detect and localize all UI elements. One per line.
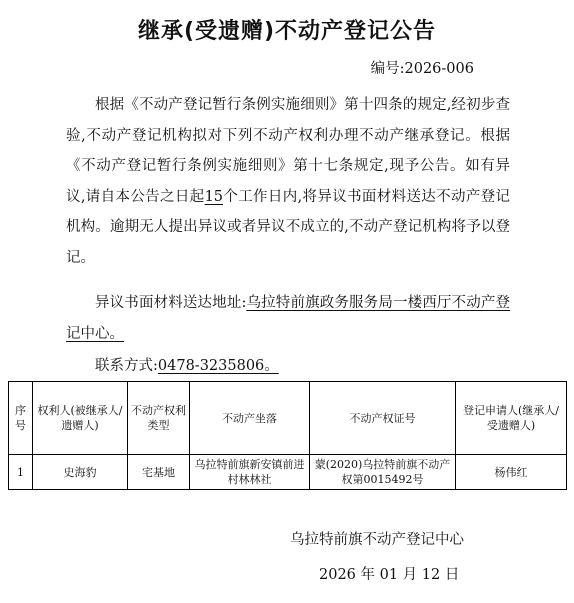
cell-seq: 1 [9, 455, 33, 490]
cell-certificate: 蒙(2020)乌拉特前旗不动产权第0015492号 [310, 455, 456, 490]
issue-date: 2026 年 01 月 12 日 [319, 567, 460, 583]
header-owner: 权利人(被继承人/遗赠人) [33, 382, 128, 455]
header-certificate: 不动产权证号 [310, 382, 456, 455]
cell-location: 乌拉特前旗新安镇前进村林林社 [190, 455, 310, 490]
objection-address-paragraph [66, 288, 510, 349]
property-table [8, 381, 567, 490]
notice-title: 继承(受遗赠)不动产登记公告 [137, 19, 437, 44]
table-header-row [9, 382, 567, 455]
body-text-part2: 个工作日内,将异议书面材料送达不动产登记机构。逾期无人提出异议或者异议不成立的,不动产登记机构将予以登记。 [66, 188, 511, 266]
table-row [9, 455, 567, 490]
contact-phone: 0478-3235806。 [157, 358, 279, 374]
header-right-type: 不动产权利类型 [128, 382, 190, 455]
cell-right-type: 宅基地 [128, 455, 190, 490]
header-applicant: 登记申请人(继承人/受遗赠人) [456, 382, 567, 455]
issuing-authority: 乌拉特前旗不动产登记中心 [290, 532, 464, 548]
contact-label: 联系方式: [95, 358, 158, 374]
body-text-part1: 根据《不动产登记暂行条例实施细则》第十四条的规定,经初步查验,不动产登记机构拟对下列不动产权利办理不动产继承登记。根据《不动产登记暂行条例实施细则》第十七条规定,现予公告。如有异议,请自本公告之日起 [66, 97, 510, 205]
cell-owner: 史海豹 [33, 455, 128, 490]
address-value: 乌拉特前旗政务服务局一楼西厅不动产登记中心。 [66, 295, 510, 342]
notice-body-paragraph [66, 90, 510, 273]
header-location: 不动产坐落 [190, 382, 310, 455]
objection-days: 15 [204, 188, 224, 205]
header-seq: 序号 [9, 382, 33, 455]
contact-line [95, 354, 279, 375]
document-number: 编号:2026-006 [370, 61, 474, 77]
address-label: 异议书面材料送达地址: [95, 295, 247, 311]
cell-applicant: 杨伟红 [456, 455, 567, 490]
